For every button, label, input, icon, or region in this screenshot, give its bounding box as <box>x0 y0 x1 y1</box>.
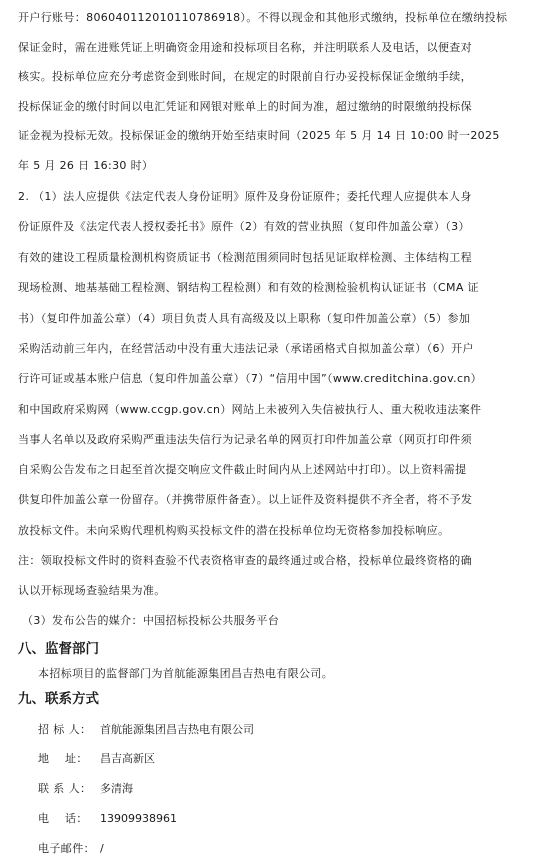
contact-label: 招 标 人： <box>38 723 92 736</box>
contact-value: 首航能源集团昌吉热电有限公司 <box>100 723 254 736</box>
body-line: 开户行账号：806040112010110786918）。不得以现金和其他形式缴纳，投标单位在缴纳投标 <box>18 11 508 24</box>
contact-value: 昌吉高新区 <box>100 752 155 765</box>
contact-value: 多清海 <box>100 782 133 795</box>
body-line: 注：领取投标文件时的资料查验不代表资格审查的最终通过或合格，投标单位最终资格的确 <box>18 554 472 567</box>
contact-label: 电 话： <box>38 812 88 825</box>
contact-label: 电子邮件： <box>38 842 95 855</box>
body-line: 当事人名单以及政府采购严重违法失信行为记录名单的网页打印件加盖公章（网页打印件须 <box>18 433 472 446</box>
body-line: 有效的建设工程质量检测机构资质证书（检测范围须同时包括见证取样检测、主体结构工程 <box>18 251 472 264</box>
contact-row-address <box>38 752 155 766</box>
body-line: 供复印件加盖公章一份留存。（并携带原件备查）。以上证件及资料提供不齐全者，将不予发 <box>18 493 473 506</box>
contact-row-phone <box>38 812 177 826</box>
section-heading-contact: 九、联系方式 <box>18 691 99 707</box>
body-line: 和中国政府采购网（www.ccgp.gov.cn）网站上未被列入失信被执行人、重大税收违法案件 <box>18 403 482 416</box>
body-line: 放投标文件。未向采购代理机构购买投标文件的潜在投标单位均无资格参加投标响应。 <box>18 524 450 537</box>
supervision-text: 本招标项目的监督部门为首航能源集团昌吉热电有限公司。 <box>38 667 334 680</box>
body-line: 年 5 月 26 日 16:30 时） <box>18 159 154 172</box>
body-line: 书）（复印件加盖公章）（4）项目负责人具有高级及以上职称（复印件加盖公章）（5）参加 <box>18 312 471 325</box>
section-heading-supervision: 八、监督部门 <box>18 641 99 657</box>
body-line: 自采购公告发布之日起至首次提交响应文件截止时间内从上述网站中打印）。以上资料需提 <box>18 463 467 476</box>
contact-label: 地 址： <box>38 752 88 765</box>
body-line: 核实。投标单位应充分考虑资金到账时间，在规定的时限前自行办妥投标保证金缴纳手续， <box>18 70 472 83</box>
contact-row-person <box>38 782 133 796</box>
body-line: 行许可证或基本账户信息（复印件加盖公章）（7）“信用中国”（www.creditchina.gov.cn） <box>18 372 483 385</box>
body-line: 投标保证金的缴付时间以电汇凭证和网银对账单上的时间为准，超过缴纳的时限缴纳投标保 <box>18 100 472 113</box>
body-line: 现场检测、地基基础工程检测、钢结构工程检测）和有效的检测检验机构认证证书（CMA 证 <box>18 281 479 294</box>
contact-label: 联 系 人： <box>38 782 92 795</box>
contact-value: / <box>100 842 104 855</box>
contact-value: 13909938961 <box>100 812 177 825</box>
body-line: 份证原件及《法定代表人授权委托书》原件（2）有效的营业执照（复印件加盖公章）（3） <box>18 220 470 233</box>
body-line: 2. （1）法人应提供《法定代表人身份证明》原件及身份证原件；委托代理人应提供本人身 <box>18 190 472 203</box>
body-line: 证金视为投标无效。投标保证金的缴纳开始至结束时间（2025 年 5 月 14 日 10:00 时一2025 <box>18 129 500 142</box>
contact-row-tenderer <box>38 723 254 737</box>
body-line: 采购活动前三年内，在经营活动中没有重大违法记录（承诺函格式自拟加盖公章）（6）开户 <box>18 342 474 355</box>
body-line: （3）发布公告的媒介：中国招标投标公共服务平台 <box>22 614 280 627</box>
contact-row-email <box>38 842 104 856</box>
body-line: 保证金时，需在进账凭证上明确资金用途和投标项目名称，并注明联系人及电话，以便查对 <box>18 41 472 54</box>
body-line: 认以开标现场查验结果为准。 <box>18 584 166 597</box>
